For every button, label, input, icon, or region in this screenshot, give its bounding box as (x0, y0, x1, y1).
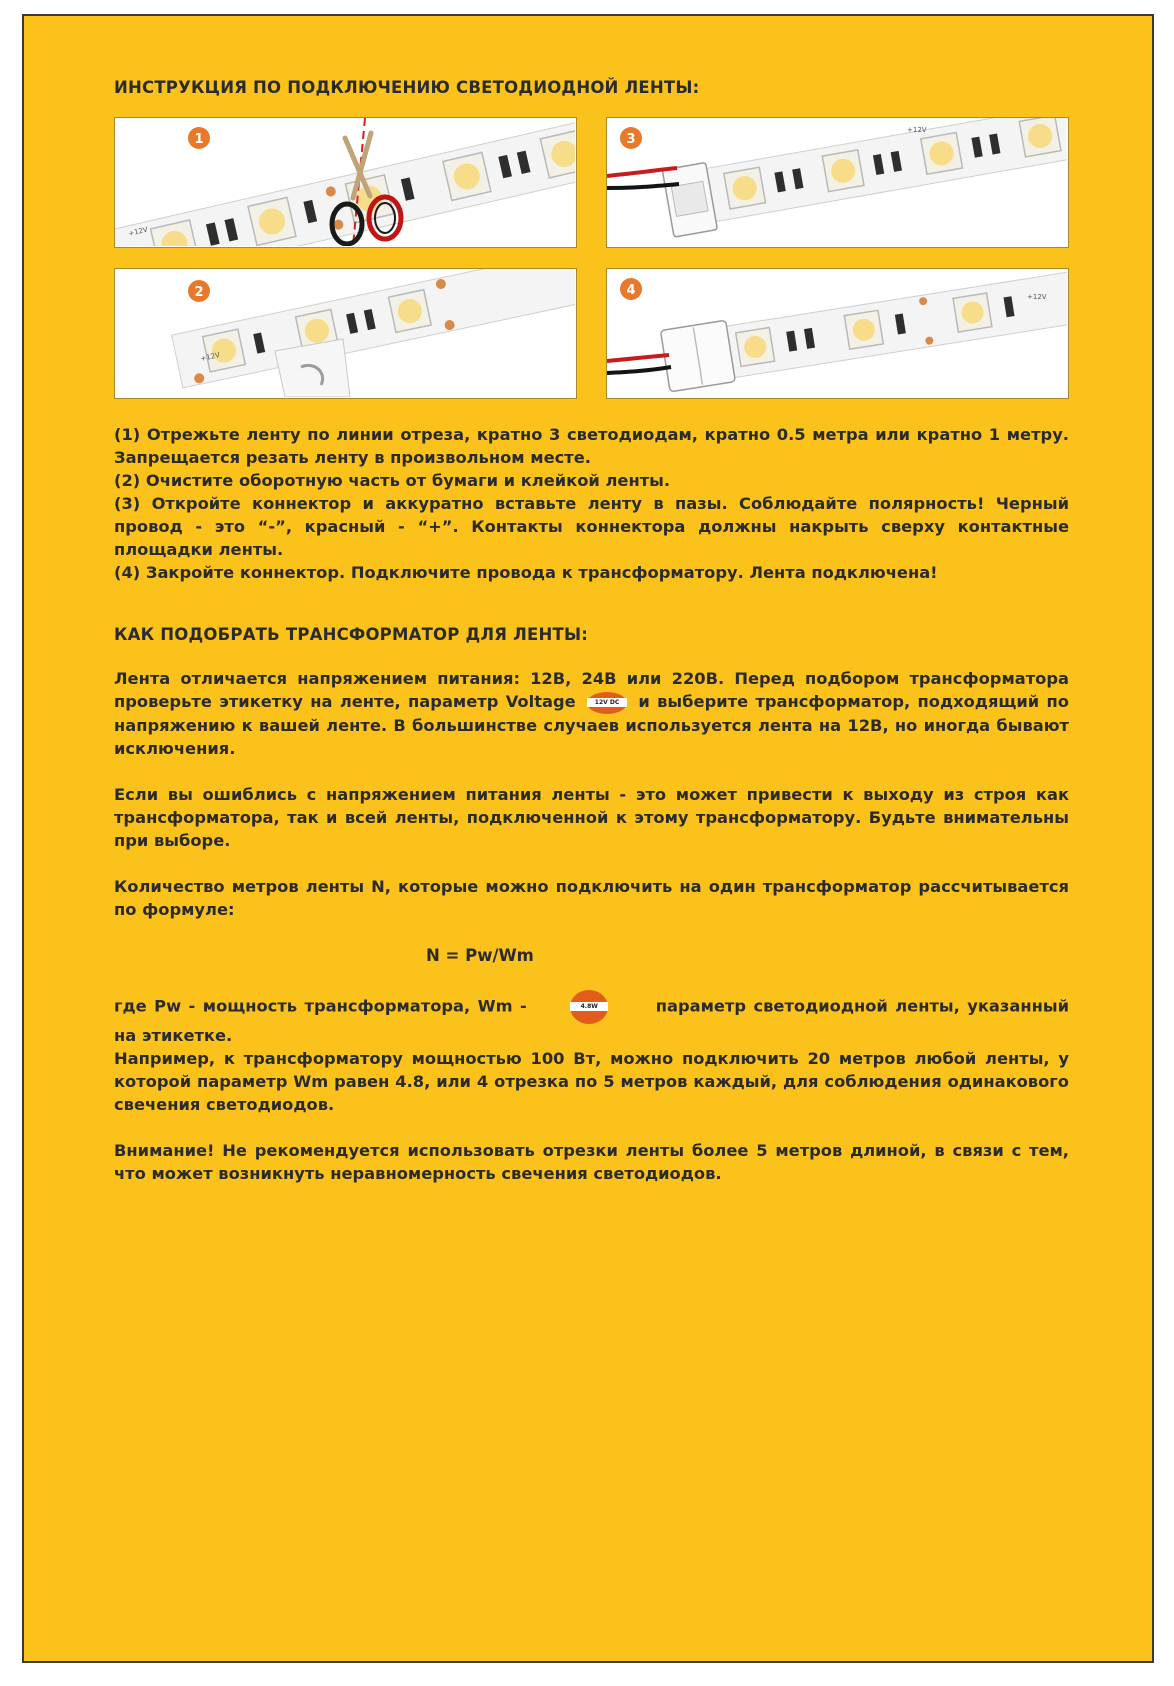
paragraph-voltage-start: Лента отличается напряжением питания: 12В, 24В или 220В. Перед подбором трансформатора проверьте этикетку на ленте, параметр Voltage (114, 669, 1069, 711)
wm-label-icon (570, 990, 608, 1024)
paragraph-voltage-end: и выберите трансформатор, подходящий по напряжению к вашей ленте. В большинстве случаев используется лента на 12В, но иногда бывают исключения. (114, 692, 1069, 758)
step-3-text: (3) Откройте коннектор и аккуратно вставьте ленту в пазы. Соблюдайте полярность! Черный провод - это “-”, красный - “+”. Контакты коннектора должны накрыть сверху контактные площадки ленты. (114, 494, 1069, 559)
step-instructions (114, 423, 1069, 584)
photo-step-2-peel (114, 268, 577, 399)
formula: N = Pw/Wm (426, 945, 534, 965)
content (114, 78, 1069, 1185)
voltage-label-text: 12V DC (594, 698, 620, 706)
paragraph-warning-voltage: Если вы ошиблись с напряжением питания ленты - это может привести к выходу из строя как трансформатора, так и всей ленты, подключенной к этому трансформатору. Будьте внимательны при выборе. (114, 784, 1069, 850)
step-1-text: (1) Отрежьте ленту по линии отреза, кратно 3 светодиодам, кратно 0.5 метра или кратно 1 метру. Запрещается резать ленту в произвольном месте. (114, 425, 1069, 467)
paragraph-meters-count: Количество метров ленты N, которые можно подключить на один трансформатор рассчитывается по формуле: (114, 876, 1069, 919)
strip-label-3: +12V (907, 126, 927, 134)
step-number-4: 4 (626, 283, 636, 298)
strip-label-1: +12V (127, 225, 149, 238)
photo-step-3-connector-open (606, 117, 1069, 248)
paragraph-example: Например, к трансформатору мощностью 100 Вт, можно подключить 20 метров любой ленты, у которой параметр Wm равен 4.8, или 4 отрезка по 5 метров каждый, для соблюдения одинакового свечения светодиодов. (114, 1048, 1069, 1114)
step-4-text: (4) Закройте коннектор. Подключите провода к трансформатору. Лента подключена! (114, 563, 938, 582)
step-number-2: 2 (194, 285, 204, 300)
formula-legend-start: где Pw - мощность трансформатора, Wm - (114, 996, 527, 1015)
strip-label-4: +12V (1027, 293, 1047, 301)
paragraph-attention: Внимание! Не рекомендуется использовать отрезки ленты более 5 метров длиной, в связи с тем, что может возникнуть неравномерность свечения светодиодов. (114, 1140, 1069, 1183)
step-2-text: (2) Очистите оборотную часть от бумаги и клейкой ленты. (114, 471, 671, 490)
step-number-3: 3 (626, 132, 636, 147)
heading-choose-transformer: КАК ПОДОБРАТЬ ТРАНСФОРМАТОР ДЛЯ ЛЕНТЫ: (114, 625, 589, 644)
step-number-1: 1 (194, 132, 204, 147)
voltage-label-icon (587, 692, 627, 714)
photo-step-1-cut (114, 117, 577, 248)
formula-legend-end: параметр светодиодной ленты, указанный на этикетке. (114, 996, 1069, 1045)
wm-label-text: 4.8W (580, 1002, 598, 1010)
heading-connection-instructions: ИНСТРУКЦИЯ ПО ПОДКЛЮЧЕНИЮ СВЕТОДИОДНОЙ ЛЕНТЫ: (114, 78, 700, 97)
paragraph-formula-legend (114, 990, 1069, 1047)
instruction-sheet (22, 14, 1154, 1663)
strip-label-2: +12V (199, 351, 221, 363)
photo-grid (114, 117, 1069, 399)
paragraph-voltage (114, 667, 1069, 760)
photo-step-4-connector-closed (606, 268, 1069, 399)
